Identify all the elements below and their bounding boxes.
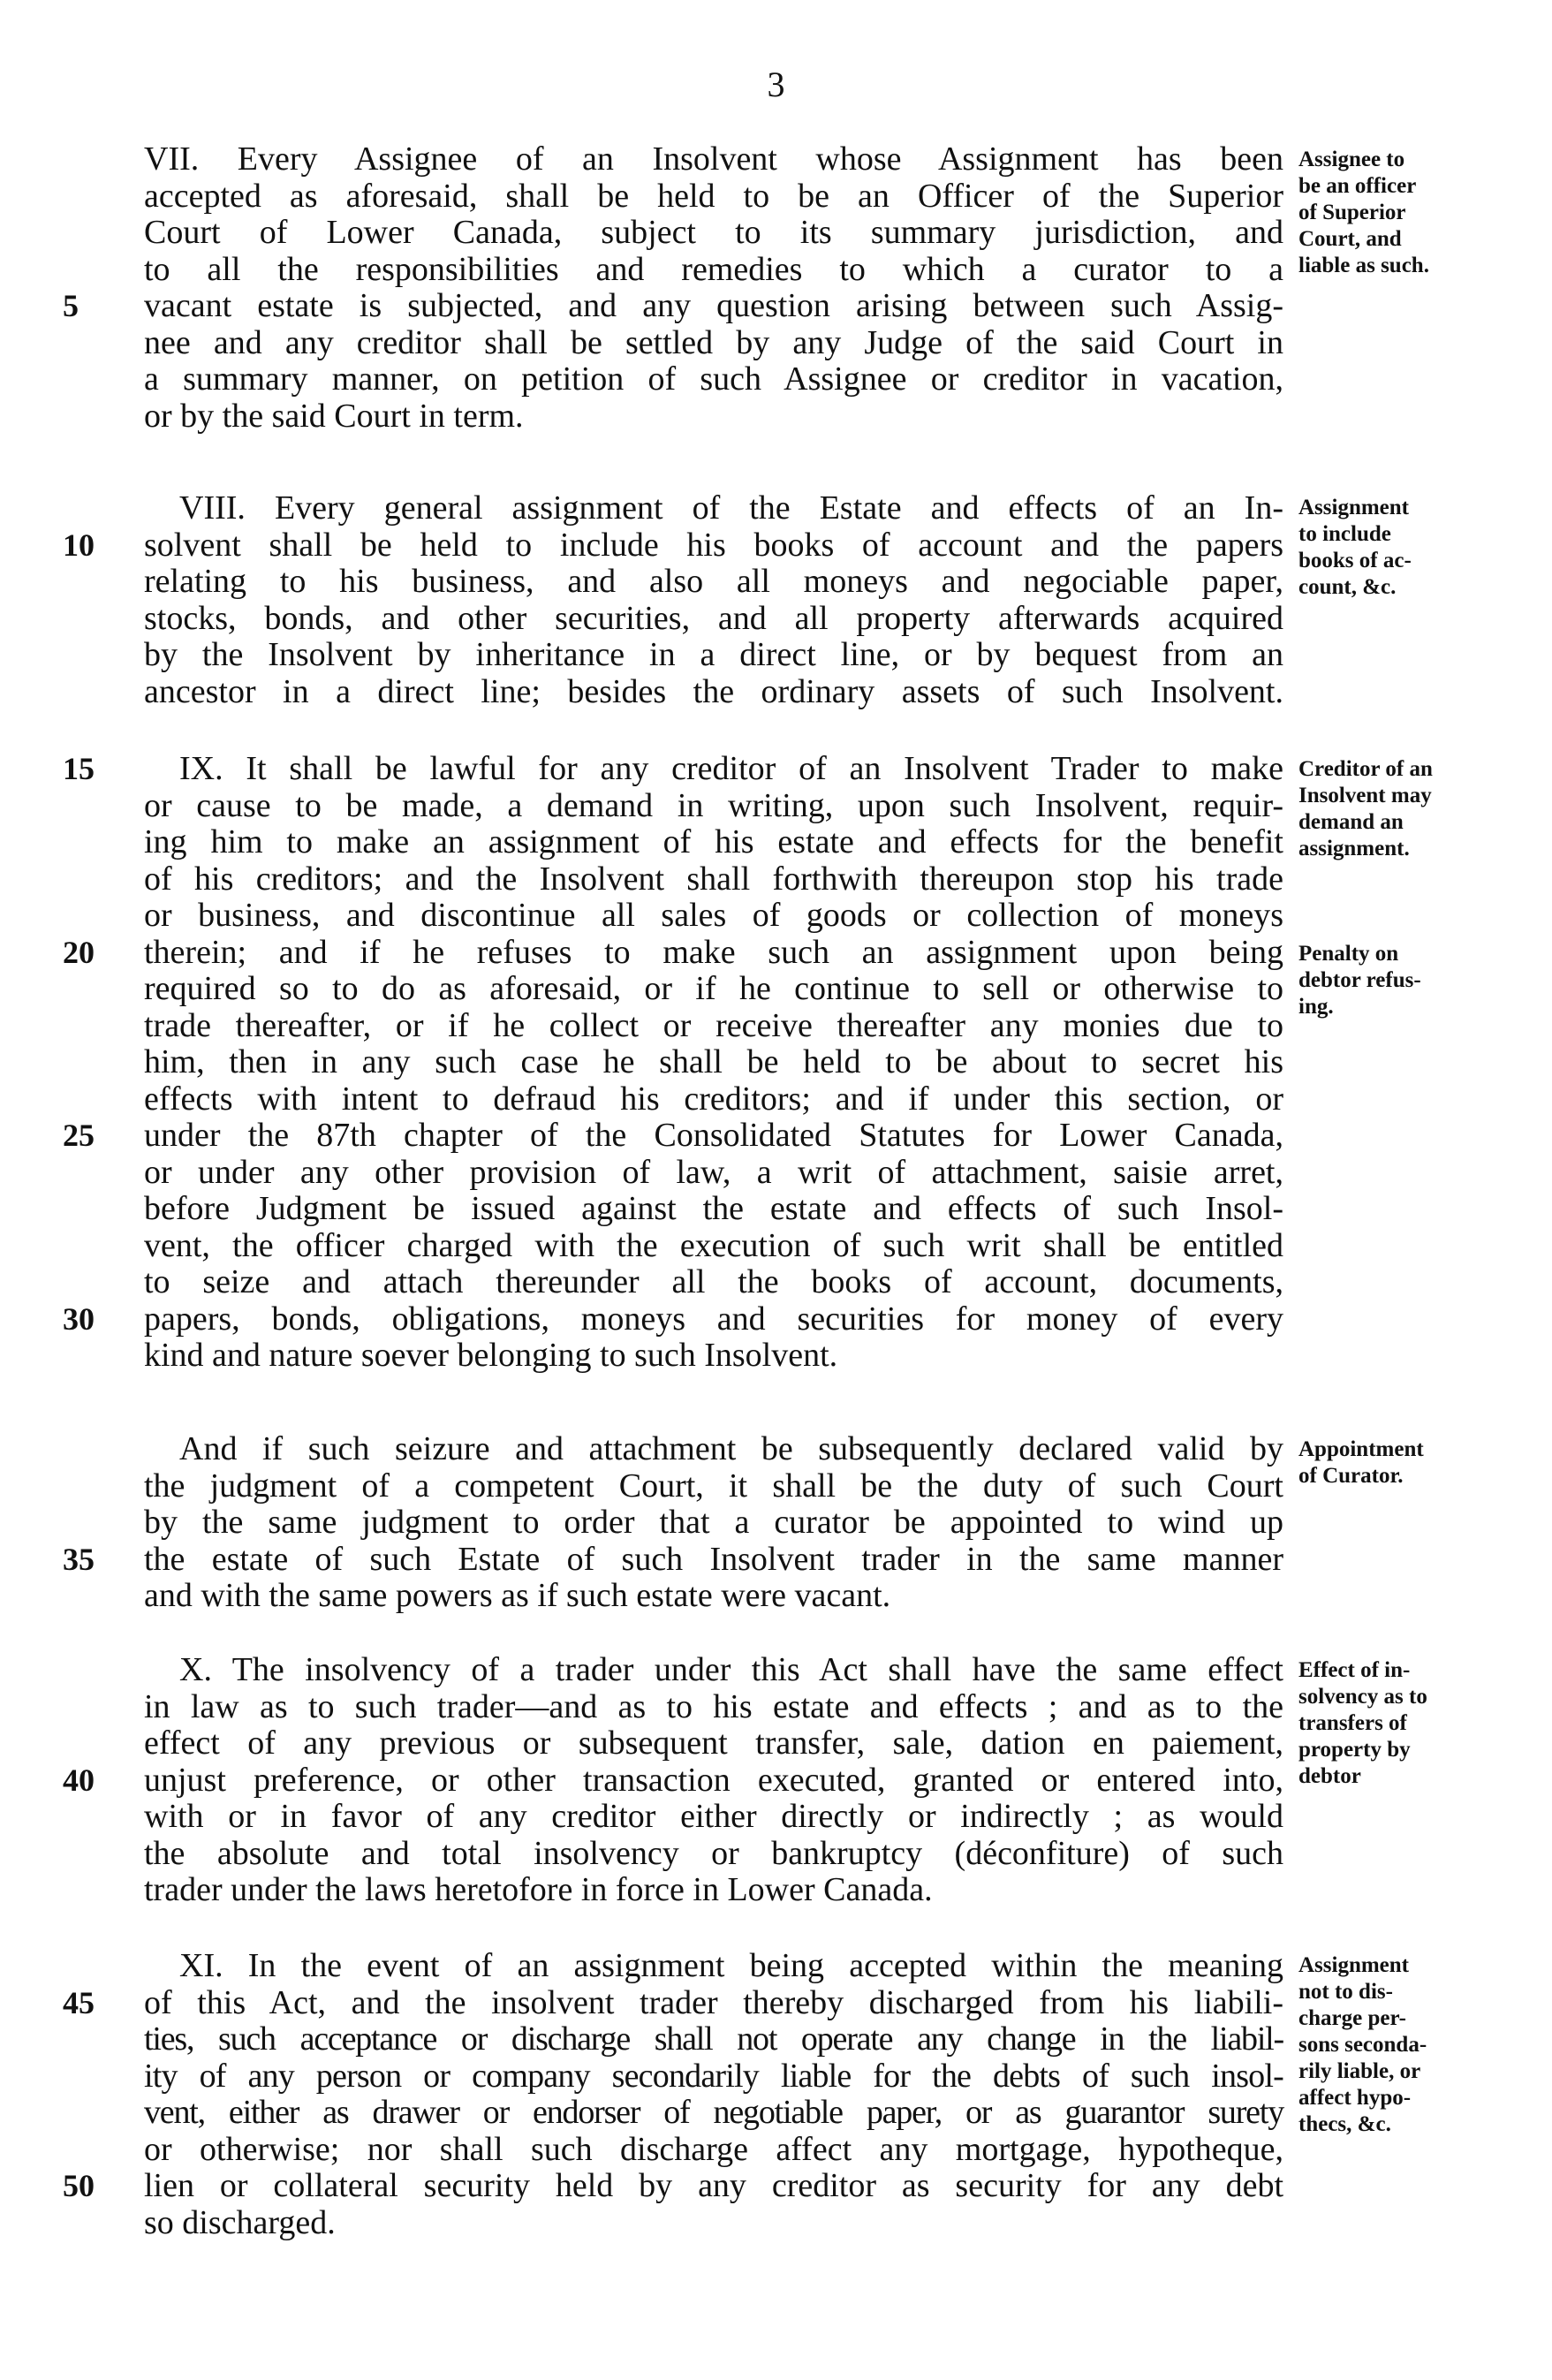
text-line: VIII. Every general assignment of the Estate and effects of an In-: [179, 489, 1283, 527]
text-line: before Judgment be issued against the estate and effects of such Insol-: [144, 1190, 1283, 1227]
margin-note: Creditor of an Insolvent may demand an assignment.: [1298, 757, 1433, 860]
text-line: so discharged.: [144, 2203, 336, 2241]
text-line: required so to do as aforesaid, or if he continue to sell or otherwise to: [144, 970, 1283, 1007]
text-line: or cause to be made, a demand in writing, upon such Insolvent, requir-: [144, 786, 1283, 824]
text-line: ties, such acceptance or discharge shall not operate any change in the liabil-: [144, 2020, 1283, 2058]
text-line: 40 unjust preference, or other transaction executed, granted or entered into,: [63, 1761, 1283, 1799]
text-line: 30 papers, bonds, obligations, moneys and securities for money of every: [63, 1300, 1283, 1338]
line-number: 5: [63, 288, 79, 323]
text-line: him, then in any such case he shall be held to be about to secret his: [144, 1043, 1283, 1080]
line-number: 10: [63, 527, 95, 563]
text-line: or under any other provision of law, a writ of attachment, saisie arret,: [144, 1153, 1283, 1191]
text-line: 25 under the 87th chapter of the Consolidated Statutes for Lower Canada,: [63, 1117, 1283, 1154]
text-line: with or in favor of any creditor either directly or indirectly ; as would: [144, 1798, 1283, 1835]
text-line: And if such seizure and attachment be subsequently declared valid by: [179, 1430, 1283, 1467]
section-x: [63, 1651, 1283, 1909]
text-line: kind and nature soever belonging to such Insolvent.: [144, 1337, 838, 1374]
text-line: 10 solvent shall be held to include his books of account and the papers: [63, 526, 1283, 564]
text-line: vent, the officer charged with the execution of such writ shall be entitled: [144, 1226, 1283, 1264]
section-ix: [63, 750, 1283, 1375]
text-line: or by the said Court in term.: [144, 397, 524, 435]
line-number: 50: [63, 2168, 95, 2203]
text-line: of his creditors; and the Insolvent shall forthwith thereupon stop his trade: [144, 860, 1283, 898]
section-vii: [63, 140, 1283, 435]
page-number: 3: [767, 64, 785, 104]
text-line: trader under the laws heretofore in force in Lower Canada.: [144, 1871, 933, 1908]
text-line: or business, and discontinue all sales of goods or collection of moneys: [144, 897, 1283, 934]
section-curator: [63, 1430, 1283, 1615]
line-number: 30: [63, 1300, 95, 1337]
text-line: the absolute and total insolvency or bankruptcy (déconfiture) of such: [144, 1834, 1283, 1872]
text-line: 5 vacant estate is subjected, and any question arising between such Assig-: [63, 287, 1283, 324]
text-line: effect of any previous or subsequent transfer, sale, dation en paiement,: [144, 1724, 1283, 1762]
text-line: 20 therein; and if he refuses to make such an assignment upon being: [63, 933, 1283, 971]
margin-note: Assignment not to dis- charge per- sons seconda- rily liable, or affect hypo- thecs, &c.: [1298, 1953, 1427, 2136]
text-line: to all the responsibilities and remedies to which a curator to a: [144, 250, 1283, 288]
text-line: relating to his business, and also all moneys and negociable paper,: [144, 563, 1283, 600]
margin-note: Penalty on debtor refus- ing.: [1298, 942, 1421, 1019]
text-line: vent, either as drawer or endorser of negotiable paper, or as guarantor surety: [144, 2094, 1283, 2131]
text-line: nee and any creditor shall be settled by any Judge of the said Court in: [144, 323, 1283, 361]
margin-note: Appointment of Curator.: [1298, 1437, 1424, 1488]
margin-note: Effect of in- solvency as to transfers of property by debtor: [1298, 1658, 1427, 1788]
margin-note: Assignee to be an officer of Superior Court, and liable as such.: [1298, 148, 1429, 277]
line-number: 35: [63, 1541, 95, 1577]
text-line: Court of Lower Canada, subject to its summary jurisdiction, and: [144, 214, 1283, 251]
text-line: the judgment of a competent Court, it shall be the duty of such Court: [144, 1467, 1283, 1505]
section-xi: [63, 1947, 1283, 2241]
line-number: 45: [63, 1984, 95, 2020]
text-line: XI. In the event of an assignment being accepted within the meaning: [179, 1947, 1283, 1984]
text-line: 15 IX. It shall be lawful for any creditor of an Insolvent Trader to make: [63, 750, 1283, 787]
text-line: effects with intent to defraud his creditors; and if under this section, or: [144, 1080, 1283, 1118]
text-line: to seize and attach thereunder all the books of account, documents,: [144, 1263, 1283, 1300]
text-line: and with the same powers as if such estate were vacant.: [144, 1577, 891, 1614]
text-line: a summary manner, on petition of such Assignee or creditor in vacation,: [144, 360, 1283, 398]
text-line: ancestor in a direct line; besides the ordinary assets of such Insolvent.: [144, 672, 1283, 710]
section-viii: [63, 489, 1283, 710]
text-line: X. The insolvency of a trader under this Act shall have the same effect: [179, 1651, 1283, 1688]
text-line: VII. Every Assignee of an Insolvent whose Assignment has been: [144, 140, 1283, 178]
text-line: 50 lien or collateral security held by any creditor as security for any debt: [63, 2167, 1283, 2204]
margin-note: Assignment to include books of ac- count, &c.: [1298, 496, 1412, 599]
text-line: ity of any person or company secondarily liable for the debts of such insol-: [144, 2057, 1283, 2095]
text-line: ing him to make an assignment of his estate and effects for the benefit: [144, 823, 1283, 860]
text-line: by the Insolvent by inheritance in a direct line, or by bequest from an: [144, 636, 1283, 673]
text-line: or otherwise; nor shall such discharge affect any mortgage, hypotheque,: [144, 2130, 1283, 2168]
text-line: 45 of this Act, and the insolvent trader thereby discharged from his liabili-: [63, 1983, 1283, 2021]
line-number: 20: [63, 934, 95, 970]
line-number: 15: [63, 751, 95, 786]
text-line: in law as to such trader—and as to his estate and effects ; and as to the: [144, 1687, 1283, 1725]
line-number: 25: [63, 1118, 95, 1153]
line-number: 40: [63, 1762, 95, 1798]
text-line: accepted as aforesaid, shall be held to be an Officer of the Superior: [144, 177, 1283, 215]
text-line: by the same judgment to order that a curator be appointed to wind up: [144, 1504, 1283, 1541]
text-line: 35 the estate of such Estate of such Insolvent trader in the same manner: [63, 1540, 1283, 1578]
text-line: trade thereafter, or if he collect or receive thereafter any monies due to: [144, 1006, 1283, 1044]
text-line: stocks, bonds, and other securities, and all property afterwards acquired: [144, 599, 1283, 637]
